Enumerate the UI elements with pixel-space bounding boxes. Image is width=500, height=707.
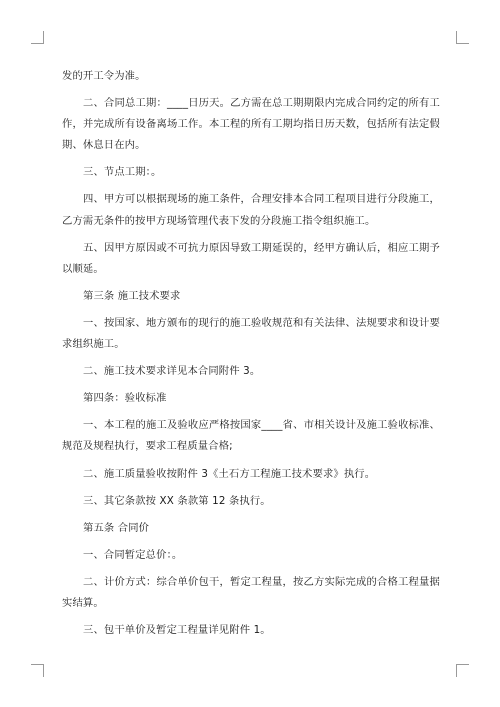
section-heading: 第四条：验收标准 xyxy=(83,392,167,405)
paragraph: 三、其它条款按 XX 条款第 12 条执行。 xyxy=(83,494,271,507)
crop-mark-bottom-left xyxy=(31,664,44,677)
paragraph: 一、本工程的施工及验收应严格按国家____省、市相关设计及施工验收标准、规范及规程执行，要求工程质量合格; xyxy=(62,419,440,453)
paragraph: 二、施工质量验收按附件 3《土石方工程施工技术要求》执行。 xyxy=(83,467,376,480)
paragraph: 一、按国家、地方颁布的现行的施工验收规范和有关法律、法规要求和设计要求组织施工。 xyxy=(62,316,440,351)
section-heading: 第五条 合同价 xyxy=(83,521,150,534)
crop-mark-top-right xyxy=(456,31,469,44)
paragraph: 三、包干单价及暂定工程量详见附件 1。 xyxy=(83,624,271,637)
paragraph: 五、因甲方原因或不可抗力原因导致工期延误的，经甲方确认后，相应工期予以顺延。 xyxy=(62,241,440,275)
crop-mark-bottom-right xyxy=(456,664,469,677)
paragraph: 二、合同总工期：____日历天。乙方需在总工期期限内完成合同约定的所有工作，并完成所有设备离场工作。本工程的所有工期均指日历天数，包括所有法定假期、休息日在内。 xyxy=(62,97,440,152)
section-heading: 第三条 施工技术要求 xyxy=(83,289,181,302)
paragraph: 一、合同暂定总价：。 xyxy=(83,548,183,561)
document-body xyxy=(62,66,440,641)
crop-mark-top-left xyxy=(31,31,44,44)
paragraph: 发的开工令为准。 xyxy=(62,70,146,82)
paragraph: 二、计价方式：综合单价包干，暂定工程量，按乙方实际完成的合格工程量据实结算。 xyxy=(62,575,440,609)
paragraph: 三、节点工期：。 xyxy=(83,166,162,179)
paragraph: 四、甲方可以根据现场的施工条件，合理安排本合同工程项目进行分段施工，乙方需无条件的按甲方现场管理代表下发的分段施工指令组织施工。 xyxy=(62,193,440,227)
paragraph: 二、施工技术要求详见本合同附件 3。 xyxy=(83,365,261,378)
